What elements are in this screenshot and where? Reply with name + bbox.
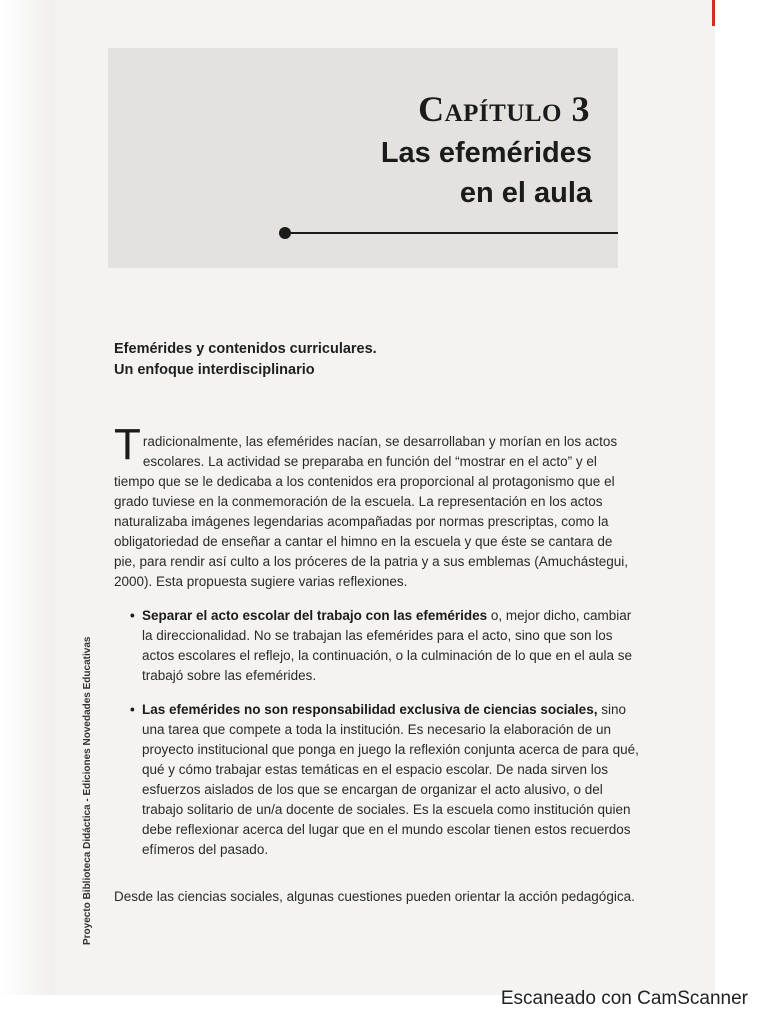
list-item — [130, 700, 640, 860]
drop-cap: T — [114, 420, 141, 469]
section-title-line-2: Un enfoque interdisciplinario — [114, 362, 315, 378]
closing-paragraph: Desde las ciencias sociales, algunas cuestiones pueden orientar la acción pedagógica. — [114, 889, 635, 904]
section-title-line-1: Efemérides y contenidos curriculares. — [114, 341, 377, 357]
list-item-bold: Las efemérides no son responsabilidad exclusiva de ciencias sociales, — [142, 702, 598, 717]
list-item — [130, 606, 640, 686]
chapter-title-line-2: en el aula — [459, 177, 592, 209]
red-page-mark — [712, 0, 715, 26]
chapter-title-rule — [284, 232, 618, 234]
section-title — [114, 339, 534, 381]
page-left-edge — [0, 0, 55, 995]
chapter-title-line-1: Las efemérides — [380, 137, 592, 169]
chapter-title — [292, 133, 592, 213]
chapter-number: Capítulo 3 — [418, 89, 590, 129]
publisher-side-text: Proyecto Biblioteca Didáctica - Ediciones Novedades Educativas — [82, 636, 93, 945]
intro-paragraph-text: radicionalmente, las efemérides nacían, se desarrollaban y morían en los actos escolares. La actividad se preparaba en función del “mostrar en el acto” y el tiempo que se le dedicaba a los contenidos era proporcional al protagonismo que el grado tuviese en la conmemoración de la escuela. La representación en los actos naturalizaba imágenes legendarias acompañadas por normas prescriptas, como la obligatoriedad de enseñar a cantar el himno en la escuela y que éste se cantara de pie, para rendir así culto a los próceres de la patria y a sus emblemas (Amuchástegui, 2000). Esta propuesta sugiere varias reflexiones. — [114, 434, 629, 589]
list-item-text: sino una tarea que compete a toda la institución. Es necesario la elaboración de un proyecto institucional que ponga en juego la reflexión conjunta acerca de para qué, qué y cómo trabajar estas temáticas en el espacio escolar. De nada sirven los esfuerzos aislados de los que se encargan de organizar el acto alusivo, o del trabajo solitario de un/a docente de sociales. Es la escuela como institución quien debe reflexionar acerca del lugar que en el mundo escolar tienen estos recuerdos efímeros del pasado. — [142, 702, 639, 857]
list-item-bold: Separar el acto escolar del trabajo con las efemérides — [142, 608, 488, 623]
intro-paragraph — [114, 420, 637, 592]
scanner-watermark: Escaneado con CamScanner — [500, 988, 748, 1009]
chapter-rule-dot — [279, 227, 291, 239]
reflection-list — [130, 606, 640, 874]
list-item-text: o, mejor dicho, cambiar la direccionalidad. No se trabajan las efemérides para el acto, sino que son los actos escolares el reflejo, la continuación, o la culminación de lo que en el aula se trabajó sobre las efemérides. — [142, 608, 633, 683]
